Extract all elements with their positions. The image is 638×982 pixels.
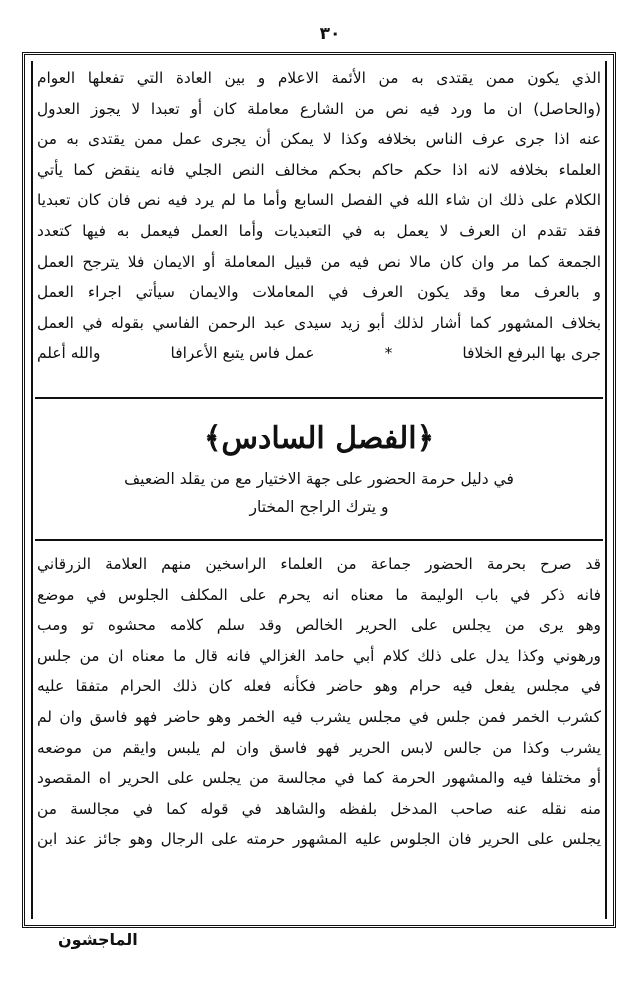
text-line: في مجلس يفعل فيه حرام وهو حاضر فكأنه فعله كان ذلك الحرام متفقا عليه	[37, 677, 601, 696]
bottom-text-block	[37, 549, 601, 919]
text-line: فقد تقدم ان العرف لا يعمل به في التعبديات وأما العمل فيعمل به فيها كتعدد	[37, 221, 601, 240]
frame-inner-border-left	[31, 61, 33, 919]
chapter-heading-block	[37, 407, 601, 535]
section-divider-top	[35, 397, 603, 399]
text-line: منه نقله عنه صاحب المدخل بلفظه والشاهد في قوله كما في مجالسة من	[37, 799, 601, 818]
verse-line	[37, 338, 601, 369]
text-line: قد صرح بحرمة الحضور جماعة من العلماء الراسخين منهم العلامة الزرقاني	[37, 555, 601, 573]
chapter-subtitle-line-1: في دليل حرمة الحضور على جهة الاختيار مع من يقلد الضعيف	[124, 470, 514, 488]
verse-separator: *	[384, 344, 393, 363]
text-line: يجلس على الحرير فان الجلوس عليه المشهور حرمته على الرجال وهو جائز عند ابن	[37, 830, 601, 849]
verse-hemistich-2: عمل فاس يتبع الأعرافا	[170, 344, 315, 363]
text-line: الجمعة كما مر وان كان مالا نص فيه من قبيل المعاملة أو الايمان فلا يترجح العمل	[37, 252, 601, 271]
verse-hemistich-1: جرى بها البرفع الخلافا	[462, 344, 601, 363]
text-line: (والحاصل) ان ما ورد فيه نص من الشارع معاملة كان أو تعبدا لا يجوز العدول	[37, 99, 601, 118]
text-line: ورهوني وكذا يدل على ذلك كلام أبي حامد الغزالي فانه قال ما معناه ان من جلس	[37, 646, 601, 665]
frame-inner-border-right	[605, 61, 607, 919]
text-line: كشرب الخمر فمن جلس في مجلس يشرب فيه الخمر وهو حاضر فهو فاسق وان لم	[37, 707, 601, 726]
verse-closing: والله أعلم	[37, 344, 101, 363]
text-line: فانه ذكر في باب الوليمة ما معناه انه يحرم على المكلف الجلوس في موضع	[37, 585, 601, 604]
text-line: عنه اذا جرى عرف الناس بخلافه وكذا لا يمكن أن يجرى عمل ممن يقتدى به من	[37, 130, 601, 149]
top-text-block	[37, 63, 601, 393]
page-frame	[22, 52, 616, 928]
text-line: أو مختلفا فيه والمشهور الحرمة كما في مجالسة من يجلس على الحرير اه المقصود	[37, 769, 601, 788]
chapter-title: ﴿الفصل السادس﴾	[203, 421, 435, 456]
text-line: الذي يكون ممن يقتدى به من الأئمة الاعلام و بين العادة التي تفعلها العوام	[37, 69, 601, 87]
text-line: يشرب وكذا من جالس لابس الحرير فهو فاسق وان لم يلبس وايقم من موضعه	[37, 738, 601, 757]
chapter-subtitle-line-2: و يترك الراجح المختار	[249, 498, 389, 516]
catchword: الماجشون	[58, 930, 138, 949]
section-divider-bottom	[35, 539, 603, 541]
text-line: بخلاف المشهور كما أشار لذلك أبو زيد سيدى عبد الرحمن الفاسي بقوله في العمل	[37, 313, 601, 332]
text-line: وهو يرى من يجلس على الحرير الخالص وقد سلم كلامه محشوه تو ومب	[37, 616, 601, 635]
text-line: الكلام على ذلك ان شاء الله في الفصل السابع وأما ما لم يرد فيه نص فان كان تعبديا	[37, 191, 601, 210]
text-line: و بالعرف معا وقد يكون العرف في المعاملات والايمان سيأتي اجراء العمل	[37, 283, 601, 302]
text-line: العلماء بخلافه لانه اذا حكم حاكم بحكم مخالف النص الجلي فانه ينقض كما يأتي	[37, 160, 601, 179]
page-number: ٣٠	[319, 24, 341, 44]
